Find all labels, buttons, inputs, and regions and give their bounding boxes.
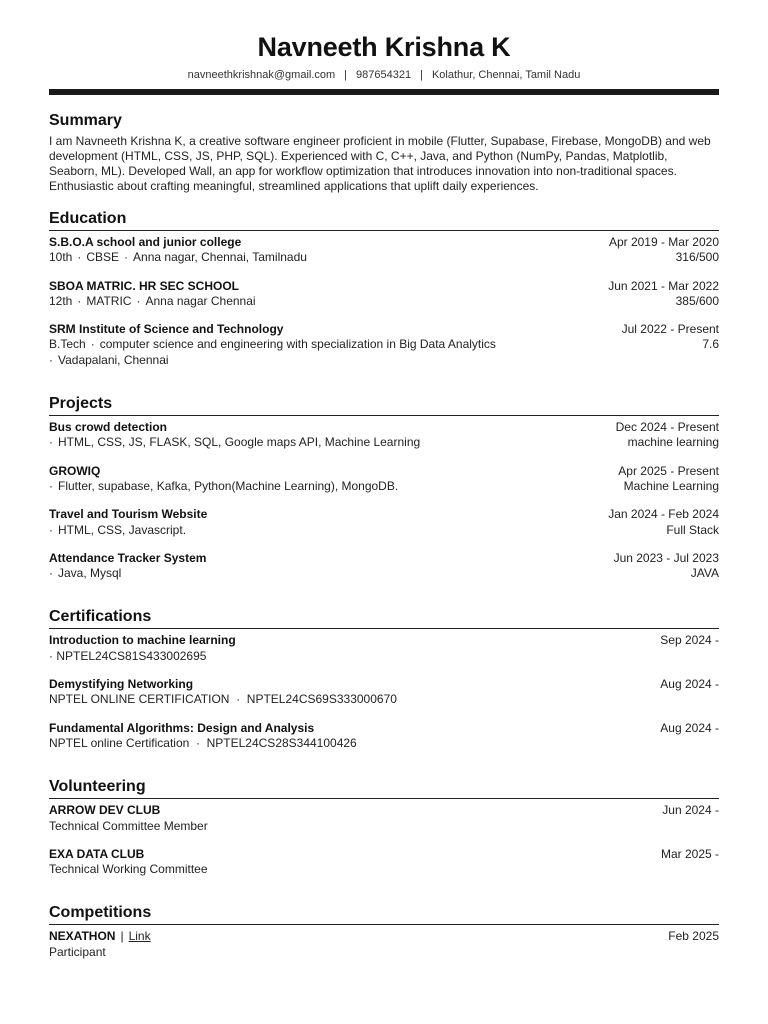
school-location: Anna nagar Chennai — [145, 293, 256, 308]
separator: | — [420, 69, 423, 81]
separator: | — [344, 69, 348, 81]
board: MATRIC — [86, 293, 132, 308]
education-entry: SBOA MATRIC. HR SEC SCHOOL 12th · MATRIC · Anna nagar Chennai Jun 2021 - Mar 2022 385/600 — [49, 278, 719, 308]
phone-number: 987654321 — [356, 69, 412, 81]
school-name: S.B.O.A school and junior college — [49, 235, 242, 249]
header-divider — [49, 89, 719, 95]
education-entry: SRM Institute of Science and Technology B.Tech · computer science and engineering with specialization in Big Data Analytics · Vadapalani, Chennai Jul 2022 - Present 7.6 — [49, 322, 719, 367]
summary-section — [49, 111, 719, 194]
volunteering-entry — [49, 803, 719, 834]
education-dates: Jun 2021 - Mar 2022 — [608, 278, 719, 293]
location: Kolathur, Chennai, Tamil Nadu — [431, 69, 581, 81]
school-location: Anna nagar, Chennai, Tamilnadu — [133, 250, 307, 265]
competitions-section — [49, 903, 719, 960]
degree: B.Tech — [49, 337, 86, 352]
certifications-section — [49, 607, 719, 751]
school-name: SRM Institute of Science and Technology — [49, 322, 284, 337]
section-title-certifications: Certifications — [49, 607, 719, 629]
projects-section — [49, 394, 719, 581]
project-tech: HTML, CSS, JS, FLASK, SQL, Google maps API, Machine Learning — [58, 435, 421, 450]
project-tech: HTML, CSS, Javascript. — [58, 522, 187, 537]
project-entry: GROWIQ · Flutter, supabase, Kafka, Python(Machine Learning), MongoDB. Apr 2025 - Present Machine Learning — [49, 463, 719, 493]
volunteering-section — [49, 777, 719, 877]
project-category: machine learning — [627, 435, 719, 450]
volunteering-entry — [49, 847, 719, 878]
project-name: Bus crowd detection — [49, 420, 168, 435]
email-link[interactable]: navneethkrishnak@gmail.com — [187, 69, 336, 81]
organization-name: ARROW DEV CLUB — [49, 803, 161, 818]
summary-text: I am Navneeth Krishna K, a creative software engineer proficient in mobile (Flutter, Supabase, Firebase, MongoDB) and web development (HTML, CSS, JS, PHP, SQL). Experienced with C, C++, Java, and Python (NumPy, Pandas, Matplotlib, Seaborn, ML). Developed Wall, an app for workflow optimization that introduces innovation into non-traditional spaces. Enthusiastic about crafting meaningful, streamlined applications that uplift daily experiences. — [49, 134, 711, 193]
board: computer science and engineering with specialization in Big Data Analytics — [99, 337, 496, 352]
education-score: 316/500 — [675, 250, 719, 265]
certification-detail: NPTEL ONLINE CERTIFICATION · NPTEL24CS69S333000670 — [49, 692, 397, 707]
certification-name: Fundamental Algorithms: Design and Analysis — [49, 720, 315, 735]
education-dates: Apr 2019 - Mar 2020 — [608, 235, 719, 249]
project-dates: Dec 2024 - Present — [615, 420, 719, 435]
section-title-summary: Summary — [49, 112, 122, 129]
volunteer-role: Technical Working Committee — [49, 862, 208, 877]
resume-page — [49, 0, 719, 960]
project-name: Travel and Tourism Website — [49, 507, 208, 522]
certification-detail: NPTEL online Certification · NPTEL24CS28S344100426 — [49, 735, 357, 750]
certification-name: Demystifying Networking — [49, 677, 194, 692]
contact-line — [49, 68, 719, 82]
competition-entry — [49, 929, 719, 960]
project-tech: Flutter, supabase, Kafka, Python(Machine Learning), MongoDB. — [58, 478, 399, 493]
volunteer-date: Jun 2024 - — [662, 803, 719, 818]
certification-date: Sep 2024 - — [660, 633, 719, 648]
separator: | — [120, 929, 124, 944]
certification-entry — [49, 721, 719, 752]
project-dates: Jun 2023 - Jul 2023 — [613, 550, 719, 565]
section-title-competitions: Competitions — [49, 903, 719, 925]
education-entry: S.B.O.A school and junior college 10th · CBSE · Anna nagar, Chennai, Tamilnadu Apr 2019 - Mar 2020 316/500 — [49, 235, 719, 265]
certification-date: Aug 2024 - — [660, 677, 719, 692]
project-entry: Bus crowd detection · HTML, CSS, JS, FLASK, SQL, Google maps API, Machine Learning Dec 2024 - Present machine learning — [49, 420, 719, 450]
volunteer-role: Technical Committee Member — [49, 818, 208, 833]
project-name: GROWIQ — [49, 463, 101, 478]
project-category: JAVA — [690, 566, 719, 581]
competition-role: Participant — [49, 944, 106, 959]
project-name: Attendance Tracker System — [49, 550, 207, 565]
education-section — [49, 209, 719, 368]
education-dates: Jul 2022 - Present — [621, 322, 719, 337]
degree: 10th — [49, 250, 73, 265]
certification-entry — [49, 633, 719, 664]
education-score: 385/600 — [675, 293, 719, 308]
school-name: SBOA MATRIC. HR SEC SCHOOL — [49, 278, 240, 293]
organization-name: EXA DATA CLUB — [49, 846, 145, 861]
section-title-volunteering: Volunteering — [49, 777, 719, 799]
section-title-projects: Projects — [49, 394, 719, 416]
certification-name: Introduction to machine learning — [49, 633, 236, 648]
project-dates: Apr 2025 - Present — [618, 463, 719, 478]
degree: 12th — [49, 293, 73, 308]
competition-date: Feb 2025 — [668, 929, 719, 944]
school-location: Vadapalani, Chennai — [58, 352, 169, 367]
competition-name: NEXATHON — [49, 929, 116, 944]
project-entry: Travel and Tourism Website · HTML, CSS, Javascript. Jan 2024 - Feb 2024 Full Stack — [49, 507, 719, 537]
project-entry: Attendance Tracker System · Java, Mysql Jun 2023 - Jul 2023 JAVA — [49, 550, 719, 581]
board: CBSE — [86, 250, 120, 265]
project-tech: Java, Mysql — [58, 566, 122, 581]
education-score: 7.6 — [702, 337, 719, 352]
project-category: Machine Learning — [623, 478, 719, 493]
certification-detail: · NPTEL24CS81S433002695 — [49, 648, 207, 663]
project-dates: Jan 2024 - Feb 2024 — [608, 507, 719, 522]
certification-date: Aug 2024 - — [660, 720, 719, 735]
competition-link[interactable]: Link — [128, 929, 151, 944]
project-category: Full Stack — [666, 522, 719, 537]
volunteer-date: Mar 2025 - — [660, 846, 719, 861]
certification-entry — [49, 677, 719, 708]
candidate-name: Navneeth Krishna K — [257, 32, 511, 62]
section-title-education: Education — [49, 209, 719, 231]
